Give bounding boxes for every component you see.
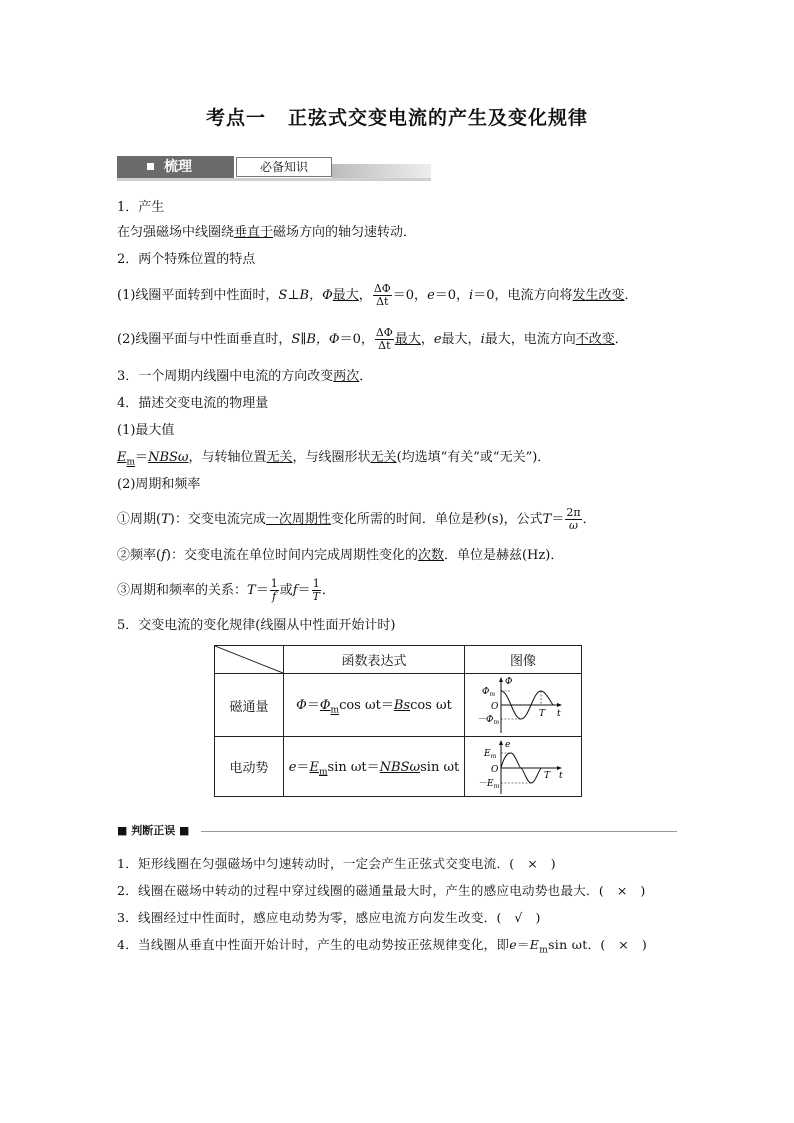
p4a-text: $E_m=NBS\omega$，与转轴位置无关，与线圈形状无关(均选填“有关”或“无关”)． xyxy=(117,450,551,468)
table-cell-expr: $\Phi=\Phi_m\cos$ ωt＝Bscos ωt xyxy=(284,674,465,737)
table-corner xyxy=(215,646,284,674)
page-title: 考点一 正弦式交变电流的产生及变化规律 xyxy=(205,107,589,129)
p4c-text: ①周期(T)：交变电流完成一次周期性变化所需的时间．单位是秒(s)，公式T＝ $\frac{2\pi}{\omega}$ ． xyxy=(117,506,596,532)
table-header-graph: 图像 xyxy=(465,646,582,674)
judge-item-3: 3．线圈经过中性面时，感应电动势为零，感应电流方向发生改变．( √ ) xyxy=(117,910,541,925)
section-fade xyxy=(332,164,431,178)
fraction: $\frac{\Delta\Phi}{\Delta t}$ xyxy=(375,326,393,352)
flux-graph xyxy=(465,675,581,735)
p2a-text: (1)线圈平面转到中性面时，S⊥B，Φ最大， $\frac{\Delta\Phi}{\Delta t}$ ＝0，e＝0，i＝0，电流方向将发生改变． xyxy=(117,282,638,308)
x-axis-label: t xyxy=(559,770,563,781)
p4-head: 4．描述交变电流的物理量 xyxy=(117,396,269,411)
x-arrow xyxy=(557,703,562,707)
judge-rule xyxy=(201,831,677,832)
p2-head: 2．两个特殊位置的特点 xyxy=(117,252,256,267)
origin-label: O xyxy=(491,764,499,775)
p4d-text: ②频率(f)：交变电流在单位时间内完成周期性变化的次数．单位是赫兹(Hz)． xyxy=(117,548,564,563)
judge-header xyxy=(117,823,677,839)
table-cell-expr: $e=E_m\sin$ ωt＝NBSωsin ωt xyxy=(284,737,465,797)
p1-text: 在匀强磁场中线圈绕垂直于磁场方向的轴匀速转动． xyxy=(117,225,417,240)
judge-item-4: 4．当线圈从垂直中性面开始计时，产生的电动势按正弦规律变化，即$e=E_m\sin$ ωt．( × ) xyxy=(117,937,648,956)
p4-sub2: (2)周期和频率 xyxy=(117,477,201,492)
origin-label: O xyxy=(491,702,499,712)
min-label: $-\Phi_m$ xyxy=(477,715,500,726)
table-row-label: 电动势 xyxy=(215,737,284,797)
y-arrow xyxy=(499,677,503,682)
table-cell-graph xyxy=(465,674,582,737)
section-tag: 必备知识 xyxy=(236,157,332,177)
y-axis-label: Φ xyxy=(505,677,513,687)
x-arrow xyxy=(557,766,562,770)
fraction: $\frac{1}{f}$ xyxy=(270,577,278,603)
fraction: $\frac{2\pi}{\omega}$ xyxy=(566,506,581,532)
judge-item-1: 1．矩形线圈在匀强磁场中匀速转动时，一定会产生正弦式交变电流．( × ) xyxy=(117,856,556,871)
p3-text: 3．一个周期内线圈中电流的方向改变两次． xyxy=(117,369,373,384)
emf-graph xyxy=(465,738,581,796)
square-icon xyxy=(147,163,154,170)
p1-head: 1．产生 xyxy=(117,200,165,215)
rules-table xyxy=(214,645,582,797)
judge-title: ■ 判断正误 ■ xyxy=(117,824,190,837)
judge-item-2: 2．线圈在磁场中转动的过程中穿过线圈的磁通量最大时，产生的感应电动势也最大．( × ) xyxy=(117,883,646,898)
fraction: $\frac{\Delta\Phi}{\Delta t}$ xyxy=(373,282,391,308)
y-axis-label: e xyxy=(505,739,511,750)
x-axis-label: t xyxy=(557,709,561,719)
period-label: T xyxy=(544,770,551,781)
section-label: 梳理 xyxy=(117,156,234,178)
max-label: $E_m$ xyxy=(484,748,497,760)
min-label: $-E_m$ xyxy=(478,778,500,790)
p4-sub1: (1)最大值 xyxy=(117,423,175,438)
table-header-expr: 函数表达式 xyxy=(284,646,465,674)
table-cell-graph xyxy=(465,737,582,797)
diagonal-line xyxy=(215,646,283,673)
period-label: T xyxy=(539,709,546,719)
table-row-label: 磁通量 xyxy=(215,674,284,737)
p2b-text: (2)线圈平面与中性面垂直时，S∥B，Φ＝0， $\frac{\Delta\Phi}{\Delta t}$ 最大，e最大，i最大，电流方向不改变． xyxy=(117,326,628,352)
section-header xyxy=(117,156,431,178)
p4e-text: ③周期和频率的关系：T＝ $\frac{1}{f}$ 或f＝ $\frac{1}{T}$ ． xyxy=(117,577,335,603)
p5-text: 5．交变电流的变化规律(线圈从中性面开始计时) xyxy=(117,618,396,633)
section-rule xyxy=(117,178,431,181)
max-label: $\Phi_m$ xyxy=(482,687,496,698)
y-arrow xyxy=(499,740,503,745)
fraction: $\frac{1}{T}$ xyxy=(312,577,320,603)
